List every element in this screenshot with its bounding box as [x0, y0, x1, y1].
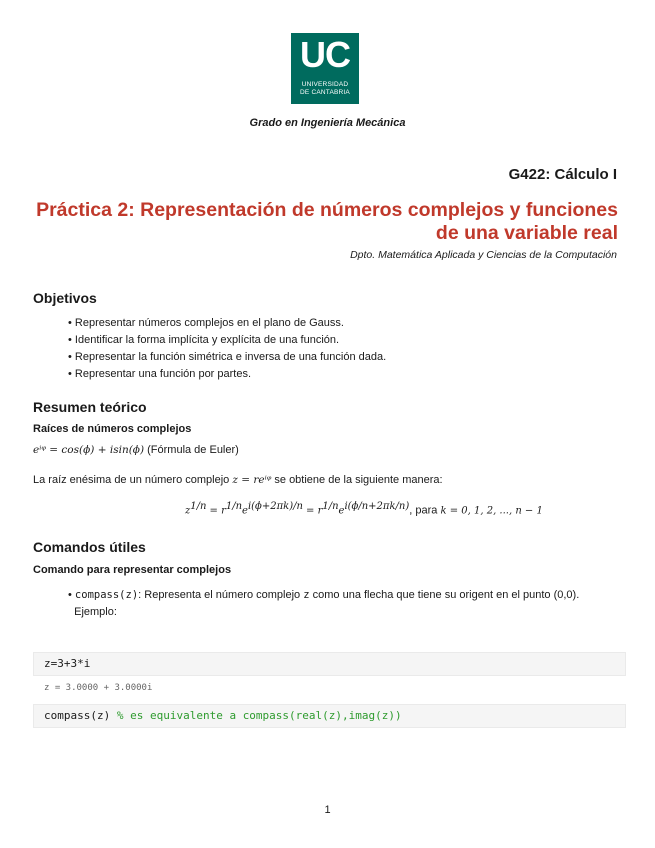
formula-eq2: = r — [306, 505, 323, 517]
objetivos-list — [68, 315, 386, 383]
compass-text-1: : Representa el número complejo — [138, 589, 301, 601]
code-line: z=3+3*i — [44, 657, 91, 670]
comandos-heading: Comandos útiles — [33, 539, 146, 555]
compass-example: Ejemplo: — [74, 606, 117, 618]
logo-line-2: DE CANTABRIA — [300, 89, 350, 96]
formula-lhs-exp: 1/n — [190, 501, 207, 512]
list-item: • Representar una función por partes. — [68, 366, 386, 383]
title-line-1: Práctica 2: Representación de números complejos y funciones — [36, 199, 618, 221]
logo-line-1: UNIVERSIDAD — [301, 81, 349, 88]
formula-lhs: z — [185, 505, 191, 517]
list-item: • Representar números complejos en el plano de Gauss. — [68, 315, 386, 332]
compass-code: compass(z) — [74, 589, 139, 601]
formula-e1-exp: i(ϕ+2πk)/n — [247, 501, 303, 512]
code-comment: % es equivalente a compass(real(z),imag(z)) — [116, 709, 402, 722]
formula-eq1: = r — [209, 505, 226, 517]
compass-var: z — [303, 589, 310, 601]
root-description — [33, 474, 443, 486]
formula-e1: e — [242, 505, 248, 517]
code-line: compass(z) — [44, 709, 111, 722]
degree-name: Grado en Ingeniería Mecánica — [249, 117, 406, 129]
page-number: 1 — [324, 804, 331, 816]
comandos-subheading: Comando para representar complejos — [33, 564, 232, 576]
resumen-heading: Resumen teórico — [33, 399, 147, 415]
department: Dpto. Matemática Aplicada y Ciencias de la Computación — [350, 249, 617, 261]
compass-text-2: como una flecha que tiene su origent en el punto (0,0). — [312, 589, 580, 601]
root-text-after: se obtiene de la siguiente manera: — [274, 474, 443, 486]
formula-eq2-exp: 1/n — [322, 501, 339, 512]
formula-para: , para — [409, 504, 438, 517]
code-input-1 — [33, 652, 626, 676]
euler-label: (Fórmula de Euler) — [147, 444, 239, 456]
formula-e2-exp: i(ϕ/n+2πk/n) — [344, 501, 410, 512]
logo-uc-text: UC — [300, 34, 350, 75]
compass-description: • compass(z): Representa el número complejo z como una flecha que tiene su origent en el punto (0,0). Ejemplo: — [68, 589, 580, 618]
root-text-before: La raíz enésima de un número complejo — [33, 474, 230, 486]
objetivos-heading: Objetivos — [33, 290, 97, 306]
title-line-2: de una variable real — [435, 222, 618, 244]
euler-formula-line — [33, 444, 239, 456]
raices-subheading: Raíces de números complejos — [33, 423, 192, 435]
formula-eq1-exp: 1/n — [225, 501, 243, 512]
list-item: • Identificar la forma implícita y explícita de una función. — [68, 332, 386, 349]
formula-k-range: k = 0, 1, 2, ..., n − 1 — [440, 505, 543, 517]
root-formula — [185, 501, 543, 517]
university-logo — [291, 33, 359, 104]
root-z: z = reⁱᵠ — [232, 474, 272, 486]
page-title — [36, 199, 618, 245]
code-input-2 — [33, 704, 626, 728]
code-output-1: z = 3.0000 + 3.0000i — [44, 683, 153, 693]
list-item: • Representar la función simétrica e inversa de una función dada. — [68, 349, 386, 366]
course-code: G422: Cálculo I — [508, 166, 617, 183]
formula-e2: e — [338, 505, 345, 517]
euler-formula: eⁱᵠ = cos(ϕ) + isin(ϕ) — [33, 444, 145, 456]
